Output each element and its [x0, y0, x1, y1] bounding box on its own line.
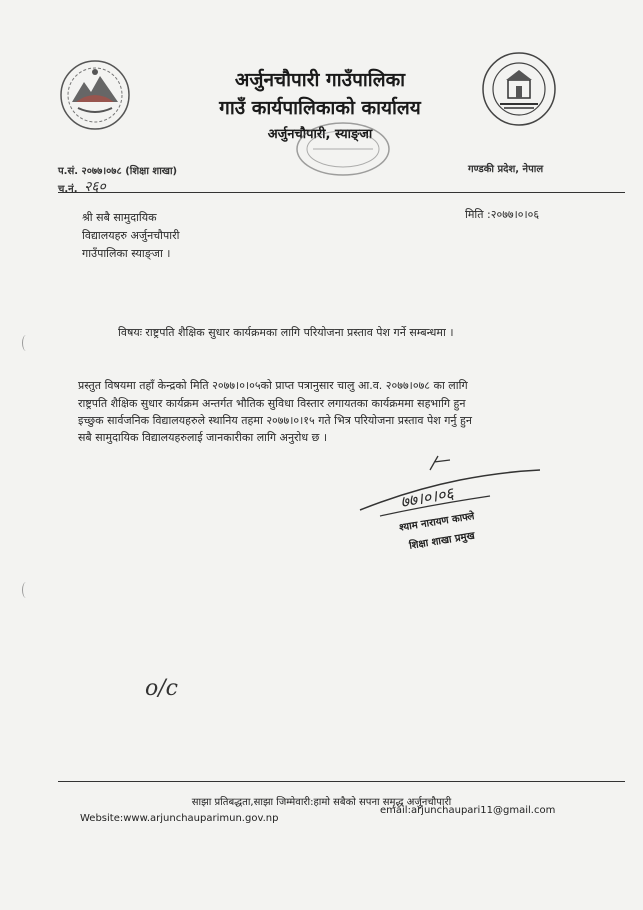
- dispatch-number-handwritten: २६०: [84, 179, 106, 195]
- recipient-line1: श्री सबै सामुदायिक: [82, 211, 157, 224]
- signature-date-handwritten: ७७।०।०६: [398, 483, 456, 512]
- body-line-1: प्रस्तुत विषयमा तहाँ केन्द्रको मिति २०७७।०।०५को प्राप्त पत्रानुसार चालु आ.व. २०७७।०७८ का लागि: [78, 379, 468, 392]
- footer-slogan: साझा प्रतिबद्धता,साझा जिम्मेवारी:हामो सबैको सपना समृद्ध अर्जुनचौपारी: [191, 797, 452, 808]
- province-label: गण्डकी प्रदेश, नेपाल: [468, 164, 544, 175]
- letter-date: मिति :२०७७।०।०६: [465, 208, 540, 221]
- recipient-line3: गाउँपालिका स्याङ्जा ।: [82, 247, 171, 260]
- signatory-name: श्याम नारायण काफ्ले: [398, 511, 476, 534]
- signatory-title: शिक्षा शाखा प्रमुख: [408, 530, 476, 552]
- body-line-2: राष्ट्रपति शैक्षिक सुधार कार्यक्रम अन्तर्गत भौतिक सुविधा विस्तार लगायतका कार्यक्रममा सहभागि हुन: [78, 397, 466, 410]
- office-stamp-icon: [293, 118, 393, 180]
- handwritten-oc-note: o/c: [145, 676, 178, 701]
- footer-website: Website:www.arjunchauparimun.gov.np: [80, 813, 279, 824]
- municipality-logo-icon: [480, 50, 558, 128]
- office-title-line2: गाउँ कार्यपालिकाको कार्यालय: [219, 97, 421, 119]
- header-divider: [58, 192, 625, 193]
- footer-divider: [58, 781, 625, 782]
- office-title-line1: अर्जुनचौपारी गाउँपालिका: [234, 69, 406, 91]
- punch-hole: [22, 582, 30, 598]
- footer-email: email:arjunchaupari11@gmail.com: [380, 805, 556, 816]
- recipient-line2: विद्यालयहरु अर्जुनचौपारी: [82, 229, 180, 242]
- office-address: अर्जुनचौपारी, स्याङ्जा: [267, 127, 373, 142]
- subject-line: विषयः राष्ट्रपति शैक्षिक सुधार कार्यक्रमका लागि परियोजना प्रस्ताव पेश गर्ने सम्बन्धमा ।: [118, 326, 454, 339]
- body-line-4: सबै सामुदायिक विद्यालयहरुलाई जानकारीका लागि अनुरोध छ ।: [78, 431, 328, 444]
- dispatch-number-label: च.नं.: [58, 184, 78, 195]
- body-line-3: इच्छुक सार्वजनिक विद्यालयहरुले स्थानिय तहमा २०७७।०।१५ गते भित्र परियोजना प्रस्ताव पेश गर्नु हुन: [78, 414, 472, 427]
- reference-number: प.सं. २०७७।०७८ (शिक्षा शाखा): [58, 166, 178, 177]
- punch-hole: [22, 335, 30, 351]
- nepal-emblem-icon: [58, 58, 132, 132]
